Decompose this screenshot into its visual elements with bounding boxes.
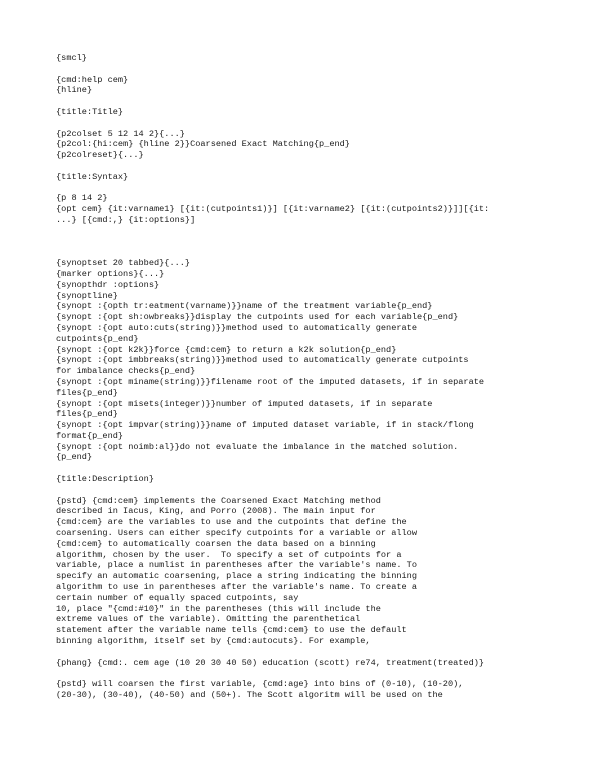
blank-line xyxy=(56,247,576,258)
text-line: certain number of equally spaced cutpoints, say xyxy=(56,592,299,603)
text-line: {cmd:help cem} xyxy=(56,74,129,85)
text-line: {cmd:cem} to automatically coarsen the data based on a binning xyxy=(56,538,376,549)
text-line: {p_end} xyxy=(56,452,93,463)
text-line: {synopt :{opt k2k}}force {cmd:cem} to return a k2k solution{p_end} xyxy=(56,344,397,355)
blank-line xyxy=(56,485,576,496)
text-line: {p2colset 5 12 14 2}{...} xyxy=(56,128,185,139)
text-line: algorithm to use in parentheses after the variable's name. To create a xyxy=(56,582,417,593)
text-line: algorithm, chosen by the user. To specify a set of cutpoints for a xyxy=(56,549,402,560)
text-line: {pstd} {cmd:cem} implements the Coarsened Exact Matching method xyxy=(56,495,381,506)
text-line: 10, place "{cmd:#10}" in the parentheses (this will include the xyxy=(56,603,381,614)
text-line: for imbalance checks{p_end} xyxy=(56,366,196,377)
text-line: statement after the variable name tells {cmd:cem} to use the default xyxy=(56,625,407,636)
text-line: {pstd} will coarsen the first variable, {cmd:age} into bins of (0-10), (10-20), xyxy=(56,679,464,690)
smcl-source-text xyxy=(56,53,576,701)
text-line: binning algorithm, itself set by {cmd:autocuts}. For example, xyxy=(56,636,371,647)
text-line: {title:Syntax} xyxy=(56,171,129,182)
blank-line xyxy=(56,463,576,474)
text-line: {title:Description} xyxy=(56,474,154,485)
blank-line xyxy=(56,118,576,129)
text-line xyxy=(56,237,576,248)
blank-line xyxy=(56,647,576,658)
text-line: variable, place a numlist in parentheses after the variable's name. To xyxy=(56,560,417,571)
text-line: {synoptline} xyxy=(56,290,118,301)
blank-line xyxy=(56,64,576,75)
text-line: {opt cem} {it:varname1} [{it:(cutpoints1)}] [{it:varname2} [{it:(cutpoints2)}]][{it: xyxy=(56,204,490,215)
blank-line xyxy=(56,668,576,679)
text-line: {p2colreset}{...} xyxy=(56,150,144,161)
text-line: {synopt :{opt auto:cuts(string)}}method used to automatically generate xyxy=(56,322,417,333)
text-line: ...} [{cmd:,} {it:options}] xyxy=(56,214,196,225)
blank-line xyxy=(56,161,576,172)
text-line: {cmd:cem} are the variables to use and the cutpoints that define the xyxy=(56,517,407,528)
text-line: files{p_end} xyxy=(56,409,118,420)
text-line: described in Iacus, King, and Porro (2008). The main input for xyxy=(56,506,376,517)
text-line: {phang} {cmd:. cem age (10 20 30 40 50) education (scott) re74, treatment(treated)} xyxy=(56,657,485,668)
blank-line xyxy=(56,226,576,237)
text-line: {synoptset 20 tabbed}{...} xyxy=(56,258,191,269)
text-line: specify an automatic coarsening, place a string indicating the binning xyxy=(56,571,417,582)
text-line: format{p_end} xyxy=(56,430,124,441)
text-line: cutpoints{p_end} xyxy=(56,333,139,344)
text-line: (20-30), (30-40), (40-50) and (50+). The Scott algoritm will be used on the xyxy=(56,690,443,701)
text-line: {marker options}{...} xyxy=(56,268,165,279)
text-line: {synopt :{opth tr:eatment(varname)}}name of the treatment variable{p_end} xyxy=(56,301,433,312)
text-line: {synopthdr :options} xyxy=(56,279,160,290)
text-line: {title:Title} xyxy=(56,106,124,117)
text-line: {p 8 14 2} xyxy=(56,193,108,204)
text-line: {synopt :{opt sh:owbreaks}}display the cutpoints used for each variable{p_end} xyxy=(56,312,459,323)
text-line: files{p_end} xyxy=(56,387,118,398)
blank-line xyxy=(56,183,576,194)
text-line: {synopt :{opt miname(string)}}filename root of the imputed datasets, if in separate xyxy=(56,376,485,387)
blank-line xyxy=(56,96,576,107)
text-line: {synopt :{opt noimb:al}}do not evaluate the imbalance in the matched solution. xyxy=(56,441,459,452)
text-line: {smcl} xyxy=(56,53,87,63)
text-line: coarsening. Users can either specify cutpoints for a variable or allow xyxy=(56,528,417,539)
text-line: {hline} xyxy=(56,85,93,96)
text-line: extreme values of the variable). Omitting the parenthetical xyxy=(56,614,361,625)
text-line: {synopt :{opt misets(integer)}}number of imputed datasets, if in separate xyxy=(56,398,433,409)
text-line: {synopt :{opt impvar(string)}}name of imputed dataset variable, if in stack/flong xyxy=(56,420,474,431)
text-line: {p2col:{hi:cem} {hline 2}}Coarsened Exact Matching{p_end} xyxy=(56,139,350,150)
text-line: {synopt :{opt imbbreaks(string)}}method used to automatically generate cutpoints xyxy=(56,355,469,366)
